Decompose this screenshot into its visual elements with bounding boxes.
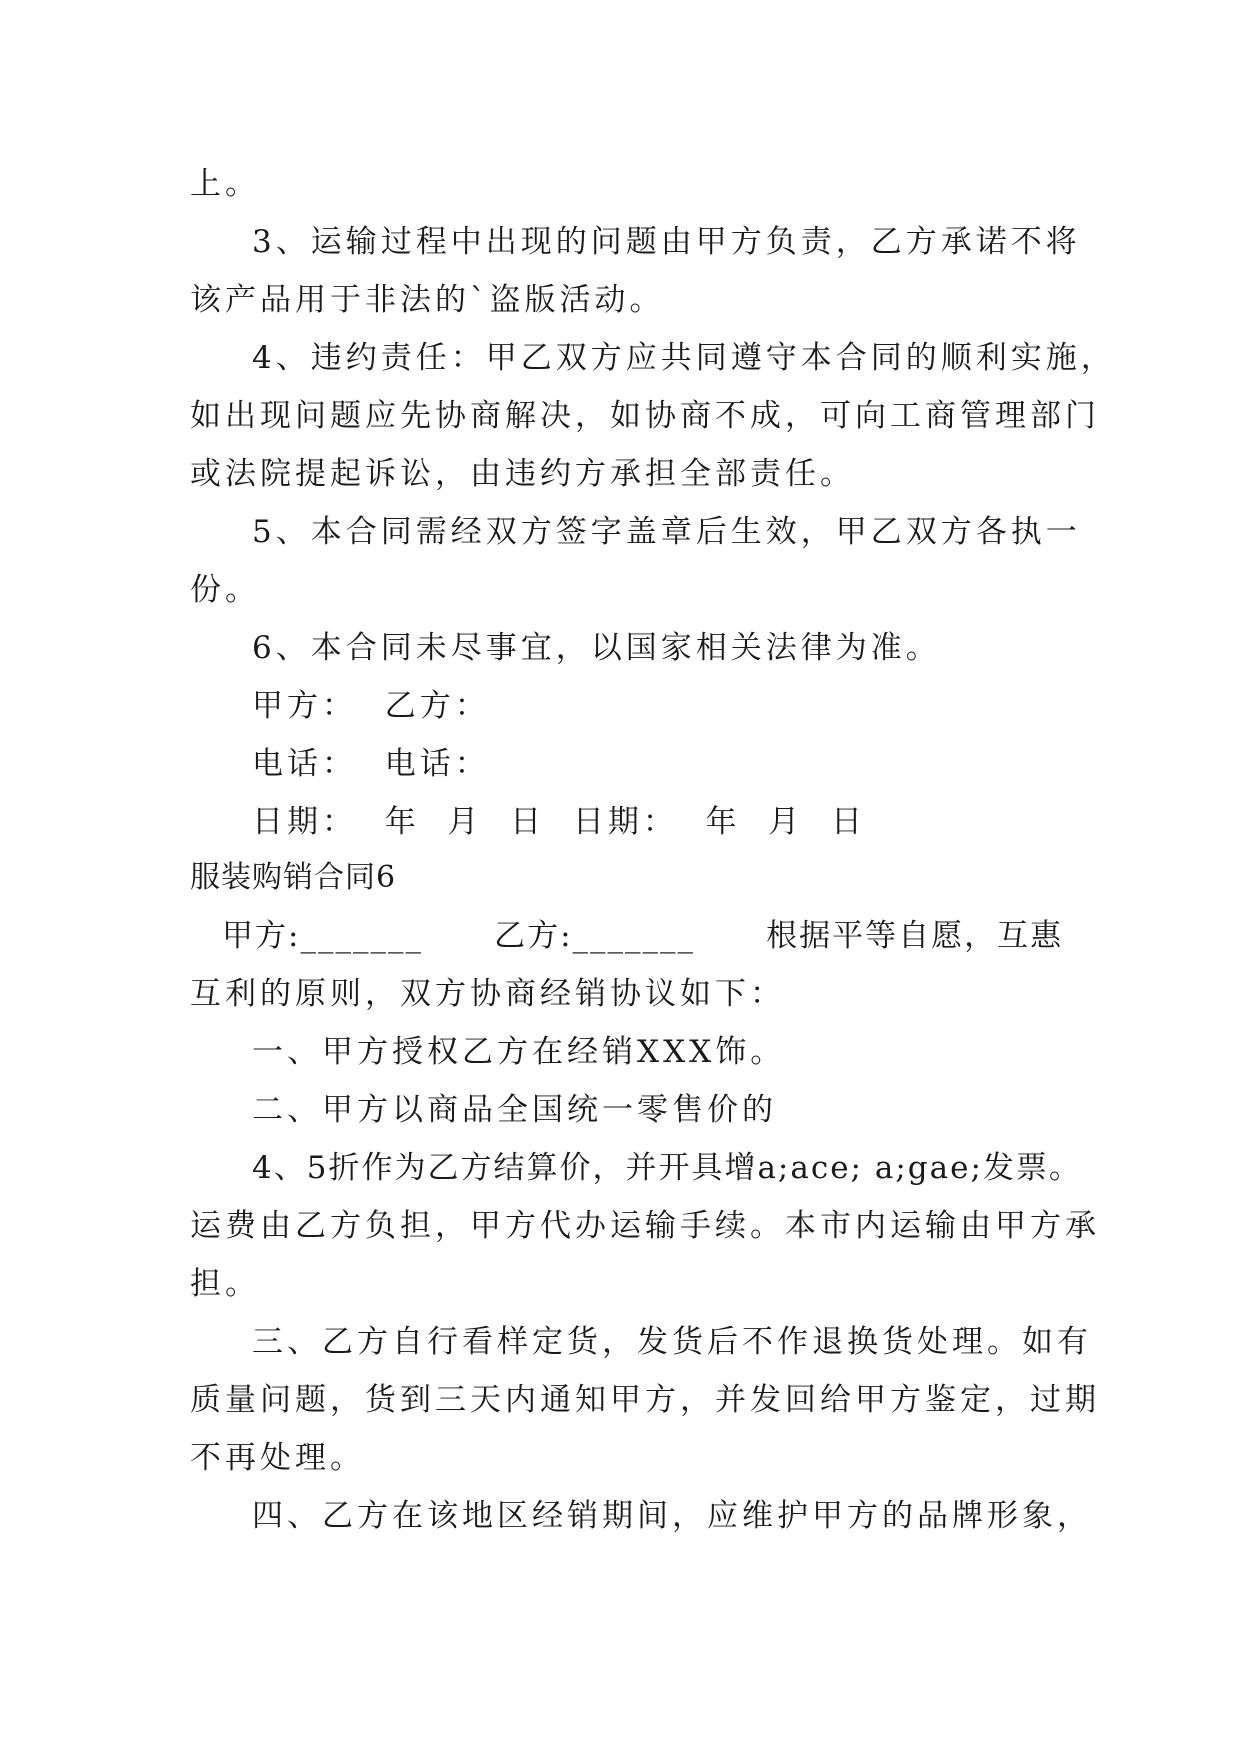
section-title: 服装购销合同6 <box>190 860 397 895</box>
paragraph-3: 3、运输过程中出现的问题由甲方负责，乙方承诺不将 <box>252 224 1081 260</box>
text-line: 担。 <box>190 1266 260 1302</box>
phone-line: 电话： 电话： <box>252 746 490 782</box>
clause-4: 四、乙方在该地区经销期间，应维护甲方的品牌形象， <box>252 1498 1092 1534</box>
text-line: 质量问题，货到三天内通知甲方，并发回给甲方鉴定，过期 <box>190 1382 1100 1418</box>
text-line: 如出现问题应先协商解决，如协商不成，可向工商管理部门 <box>190 398 1100 434</box>
party-signature-line: 甲方： 乙方： <box>252 688 490 724</box>
text-line: 运费由乙方负担，甲方代办运输手续。本市内运输由甲方承 <box>190 1208 1100 1244</box>
paragraph-4: 4、违约责任：甲乙双方应共同遵守本合同的顺利实施， <box>252 340 1116 376</box>
text-line: 4、5折作为乙方结算价，并开具增a;ace; a;gae;发票。 <box>252 1150 1082 1186</box>
text-line: 上。 <box>190 166 260 202</box>
paragraph-6: 6、本合同未尽事宜，以国家相关法律为准。 <box>252 630 941 666</box>
clause-2: 二、甲方以商品全国统一零售价的 <box>252 1092 777 1128</box>
parties-intro-line: 甲方:_______ 乙方:_______ 根据平等自愿，互惠 <box>222 918 1064 954</box>
clause-3: 三、乙方自行看样定货，发货后不作退换货处理。如有 <box>252 1324 1092 1360</box>
text-line: 不再处理。 <box>190 1440 365 1476</box>
text-line: 该产品用于非法的`盗版活动。 <box>190 282 665 318</box>
text-line: 互利的原则，双方协商经销协议如下： <box>190 976 785 1012</box>
clause-1: 一、甲方授权乙方在经销XXX饰。 <box>252 1034 786 1070</box>
date-line: 日期： 年 月 日 日期： 年 月 日 <box>252 804 866 840</box>
text-line: 份。 <box>190 572 260 608</box>
paragraph-5: 5、本合同需经双方签字盖章后生效，甲乙双方各执一 <box>252 514 1081 550</box>
text-line: 或法院提起诉讼，由违约方承担全部责任。 <box>190 456 855 492</box>
